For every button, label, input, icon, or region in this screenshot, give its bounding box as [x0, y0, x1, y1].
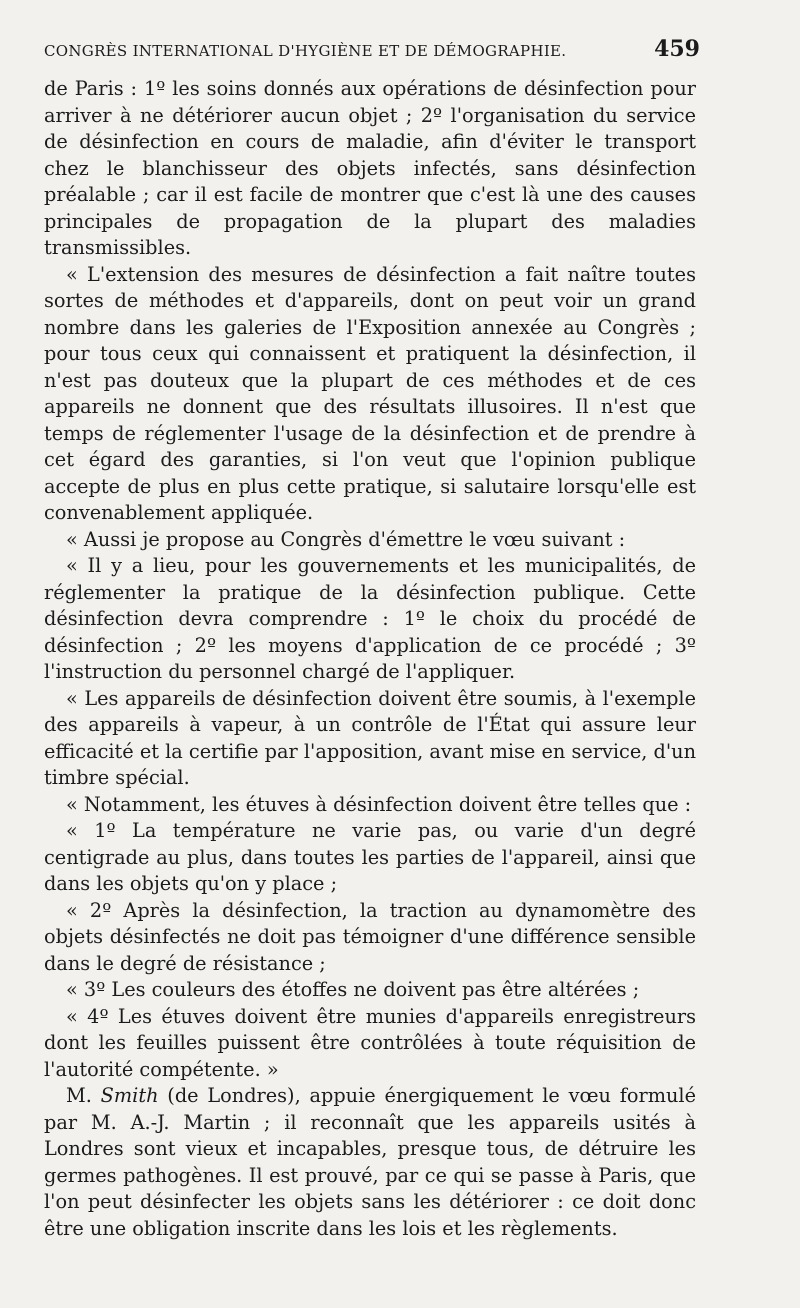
- speaker-name: Smith: [100, 1084, 159, 1107]
- paragraph-quote-item-1: « 1º La température ne varie pas, ou varie d'un degré centigrade au plus, dans toutes les parties de l'appareil, ainsi que dans les objets qu'on y place ;: [44, 819, 696, 895]
- paragraph-quote-extension: « L'extension des mesures de désinfection a fait naître toutes sortes de méthodes et d'appareils, dont on peut voir un grand nombre dans les galeries de l'Exposition annexée au Congrès ; pour tous ceux qui connaissent et pratiquent la désinfection, il n'est pas douteux que la plupart de ces méthodes et de ces appareils ne donnent que des résultats illusoires. Il n'est que temps de réglementer l'usage de la désinfection et de prendre à cet égard des garanties, si l'on veut que l'opinion publique accepte de plus en plus cette pratique, si salutaire lorsqu'elle est convenablement appliquée.: [44, 262, 696, 524]
- running-header: [44, 36, 700, 76]
- paragraph-quote-proposal: « Aussi je propose au Congrès d'émettre le vœu suivant :: [66, 527, 626, 551]
- paragraph-quote-item-4: « 4º Les étuves doivent être munies d'appareils enregistreurs dont les feuilles puissent être contrôlées à toute réquisition de l'autorité compétente. »: [44, 1004, 696, 1081]
- body-text: [44, 76, 696, 1242]
- paragraph-continuation: de Paris : 1º les soins donnés aux opérations de désinfection pour arriver à ne détériorer aucun objet ; 2º l'organisation du service de désinfection en cours de maladie, afin d'éviter le transport chez le blanchisseur des objets infectés, sans désinfection préalable ; car il est facile de montrer que c'est là une des causes principales de propagation de la plupart des maladies transmissibles.: [44, 77, 696, 259]
- paragraph-quote-reglementation: « Il y a lieu, pour les gouvernements et les municipalités, de réglementer la pratique de la désinfection publique. Cette désinfection devra comprendre : 1º le choix du procédé de désinfection ; 2º les moyens d'application de ce procédé ; 3º l'instruction du personnel chargé de l'appliquer.: [44, 554, 696, 683]
- paragraph-quote-etuves: « Notamment, les étuves à désinfection doivent être telles que :: [66, 792, 692, 816]
- running-title: CONGRÈS INTERNATIONAL D'HYGIÈNE ET DE DÉMOGRAPHIE.: [44, 42, 567, 60]
- paragraph-quote-item-3: « 3º Les couleurs des étoffes ne doivent pas être altérées ;: [66, 978, 640, 1001]
- paragraph-quote-item-2: « 2º Après la désinfection, la traction au dynamomètre des objets désinfectés ne doit pas témoigner d'une différence sensible dans le degré de résistance ;: [44, 898, 696, 975]
- page-number: 459: [654, 36, 700, 62]
- speaker-prefix: M.: [66, 1084, 92, 1107]
- speaker-statement: (de Londres), appuie énergiquement le vœu formulé par M. A.-J. Martin ; il reconnaît que les appareils usités à Londres sont vieux et incapables, presque tous, de détruire les germes pathogènes. Il est prouvé, par ce qui se passe à Paris, que l'on peut désinfecter les objets sans les détériorer : ce doit donc être une obligation inscrite dans les lois et les règlements.: [44, 1084, 696, 1240]
- paragraph-smith: [44, 1083, 696, 1242]
- paragraph-quote-controle: « Les appareils de désinfection doivent être soumis, à l'exemple des appareils à vapeur, à un contrôle de l'État qui assure leur efficacité et la certifie par l'apposition, avant mise en service, d'un timbre spécial.: [44, 686, 696, 789]
